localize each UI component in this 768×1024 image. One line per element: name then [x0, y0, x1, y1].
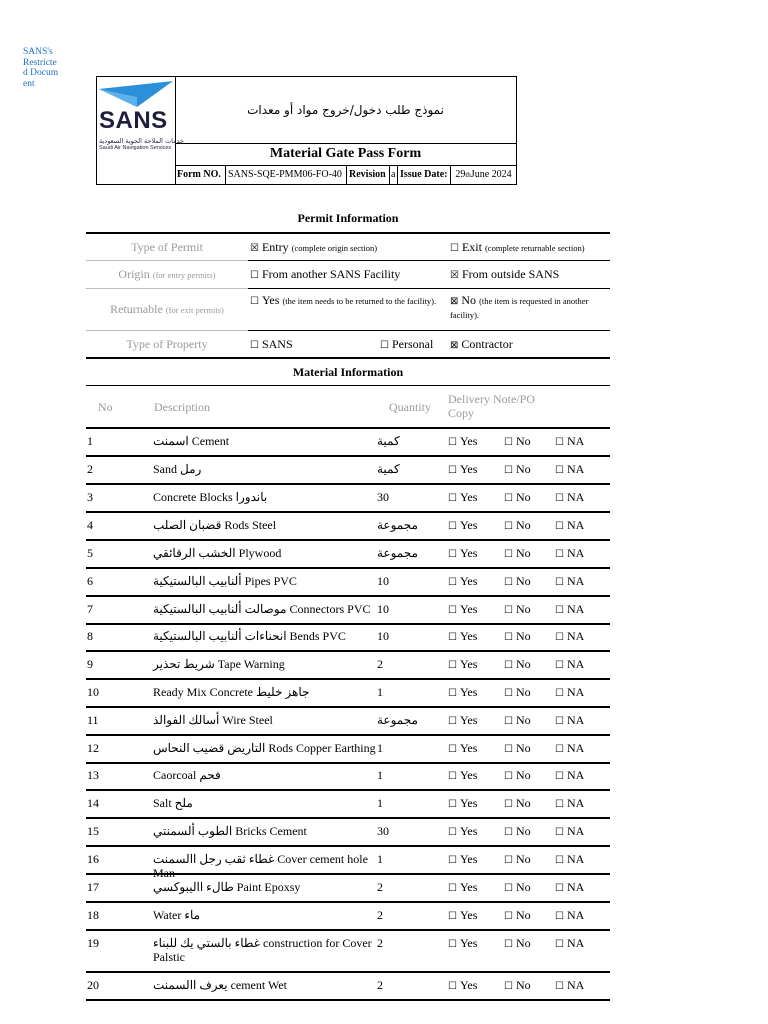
empty-box-icon[interactable]: ☐ [555, 577, 564, 588]
row-quantity: كمية [377, 434, 400, 448]
row-quantity: مجموعة [377, 546, 418, 560]
row-description: الطوب ألسمنتي Bricks Cement [153, 824, 307, 838]
empty-box-icon[interactable]: ☐ [448, 799, 457, 810]
delivery-na-option[interactable]: ☐ NA [555, 768, 585, 782]
empty-box-icon[interactable]: ☐ [555, 827, 564, 838]
form-title-arabic: نموذج طلب دخول/خروج مواد أو معدات [175, 77, 516, 144]
delivery-no-option[interactable]: ☐ No [504, 936, 531, 950]
divider [86, 901, 610, 903]
delivery-yes-option[interactable]: ☐ Yes [448, 462, 478, 476]
returnable-yes-option[interactable]: ☐ Yes (the item needs to be returned to the facility). [250, 293, 437, 307]
row-description: Ready Mix Concrete جاهز خليط [153, 685, 310, 699]
row-description: أسالك الفوالذ Wire Steel [153, 713, 273, 727]
row-description: التاريض قضيب النحاس Rods Copper Earthing [153, 741, 376, 755]
empty-box-icon[interactable]: ☐ [504, 744, 513, 755]
row-number: 16 [87, 852, 99, 866]
delivery-no-option[interactable]: ☐ No [504, 978, 531, 992]
divider [86, 623, 610, 625]
empty-box-icon[interactable]: ☐ [555, 716, 564, 727]
delivery-na-option[interactable]: ☐ NA [555, 852, 585, 866]
empty-box-icon[interactable]: ☐ [448, 939, 457, 950]
delivery-na-option[interactable]: ☐ NA [555, 574, 585, 588]
delivery-na-option[interactable]: ☐ NA [555, 462, 585, 476]
row-number: 11 [87, 713, 99, 727]
checked-box-icon[interactable]: ⊠ [450, 340, 459, 351]
revision-value: a [390, 165, 398, 184]
delivery-yes-option[interactable]: ☐ Yes [448, 657, 478, 671]
empty-box-icon[interactable]: ☐ [555, 855, 564, 866]
delivery-na-option[interactable]: ☐ NA [555, 685, 585, 699]
sans-logo [97, 77, 185, 184]
empty-box-icon[interactable]: ☐ [448, 521, 457, 532]
property-sans-option[interactable]: ☐ SANS [250, 337, 293, 351]
empty-box-icon[interactable]: ☐ [504, 549, 513, 560]
form-meta-row [175, 165, 516, 184]
logo-wordmark: SANS [99, 107, 168, 134]
row-quantity: 30 [377, 490, 389, 504]
empty-box-icon[interactable]: ☐ [448, 688, 457, 699]
delivery-yes-option[interactable]: ☐ Yes [448, 574, 478, 588]
empty-box-icon[interactable]: ☐ [555, 771, 564, 782]
empty-box-icon[interactable]: ☐ [504, 688, 513, 699]
divider [248, 288, 610, 289]
empty-box-icon[interactable]: ☐ [504, 577, 513, 588]
row-description: Salt ملح [153, 796, 193, 810]
row-number: 9 [87, 657, 93, 671]
delivery-yes-option[interactable]: ☐ Yes [448, 852, 478, 866]
origin-sans-facility-option[interactable]: ☐ From another SANS Facility [250, 267, 401, 281]
empty-box-icon[interactable]: ☐ [448, 911, 457, 922]
row-quantity: 1 [377, 796, 383, 810]
empty-box-icon[interactable]: ☐ [504, 827, 513, 838]
exit-option[interactable]: ☐ Exit (complete returnable section) [450, 240, 585, 254]
origin-label: Origin (for entry permits) [118, 267, 216, 281]
divider [86, 232, 610, 234]
empty-box-icon[interactable]: ☐ [250, 340, 259, 351]
empty-box-icon[interactable]: ☐ [504, 437, 513, 448]
form-title: Material Gate Pass Form [175, 143, 516, 166]
delivery-yes-option[interactable]: ☐ Yes [448, 546, 478, 560]
divider [86, 455, 610, 457]
empty-box-icon[interactable]: ☐ [504, 660, 513, 671]
empty-box-icon[interactable]: ☐ [555, 632, 564, 643]
empty-box-icon[interactable]: ☐ [504, 799, 513, 810]
row-description: قضبان الصلب Rods Steel [153, 518, 277, 532]
row-quantity: كمية [377, 462, 400, 476]
delivery-yes-option[interactable]: ☐ Yes [448, 908, 478, 922]
delivery-na-option[interactable]: ☐ NA [555, 713, 585, 727]
empty-box-icon[interactable]: ☐ [450, 243, 459, 254]
row-quantity: 1 [377, 685, 383, 699]
delivery-yes-option[interactable]: ☐ Yes [448, 518, 478, 532]
checked-box-icon[interactable]: ☒ [450, 270, 459, 281]
empty-box-icon[interactable]: ☐ [555, 549, 564, 560]
property-contractor-option[interactable]: ⊠ Contractor [450, 337, 513, 351]
delivery-na-option[interactable]: ☐ NA [555, 629, 585, 643]
divider [86, 511, 610, 513]
row-description: Water ماء [153, 908, 201, 922]
delivery-no-option[interactable]: ☐ No [504, 852, 531, 866]
delivery-yes-option[interactable]: ☐ Yes [448, 824, 478, 838]
divider [86, 817, 610, 819]
empty-box-icon[interactable]: ☐ [555, 911, 564, 922]
delivery-no-option[interactable]: ☐ No [504, 462, 531, 476]
type-of-permit-label: Type of Permit [131, 240, 203, 254]
empty-box-icon[interactable]: ☐ [448, 827, 457, 838]
row-description: شريط تحذير Tape Warning [153, 657, 285, 671]
empty-box-icon[interactable]: ☐ [448, 605, 457, 616]
divider [86, 873, 610, 875]
empty-box-icon[interactable]: ☐ [448, 883, 457, 894]
empty-box-icon[interactable]: ☐ [504, 465, 513, 476]
divider [86, 971, 610, 973]
delivery-no-option[interactable]: ☐ No [504, 908, 531, 922]
empty-box-icon[interactable]: ☐ [448, 437, 457, 448]
delivery-no-option[interactable]: ☐ No [504, 768, 531, 782]
divider [86, 845, 610, 847]
row-number: 18 [87, 908, 99, 922]
row-quantity: 2 [377, 880, 383, 894]
divider [86, 288, 248, 289]
empty-box-icon[interactable]: ☐ [504, 855, 513, 866]
empty-box-icon[interactable]: ☐ [380, 340, 389, 351]
empty-box-icon[interactable]: ☐ [448, 716, 457, 727]
row-description: اسمنت Cement [153, 434, 230, 448]
delivery-na-option[interactable]: ☐ NA [555, 824, 585, 838]
delivery-na-option[interactable]: ☐ NA [555, 434, 585, 448]
row-quantity: 2 [377, 908, 383, 922]
delivery-yes-option[interactable]: ☐ Yes [448, 936, 478, 950]
empty-box-icon[interactable]: ☐ [250, 296, 259, 307]
delivery-yes-option[interactable]: ☐ Yes [448, 434, 478, 448]
divider [86, 650, 610, 652]
empty-box-icon[interactable]: ☐ [555, 799, 564, 810]
row-number: 4 [87, 518, 93, 532]
delivery-yes-option[interactable]: ☐ Yes [448, 490, 478, 504]
divider [86, 539, 610, 541]
row-number: 5 [87, 546, 93, 560]
delivery-na-option[interactable]: ☐ NA [555, 518, 585, 532]
divider [86, 999, 610, 1001]
divider [86, 330, 248, 331]
delivery-yes-option[interactable]: ☐ Yes [448, 978, 478, 992]
empty-box-icon[interactable]: ☐ [448, 771, 457, 782]
delivery-no-option[interactable]: ☐ No [504, 546, 531, 560]
row-number: 3 [87, 490, 93, 504]
empty-box-icon[interactable]: ☐ [504, 493, 513, 504]
divider [86, 427, 610, 429]
empty-box-icon[interactable]: ☐ [448, 855, 457, 866]
delivery-yes-option[interactable]: ☐ Yes [448, 685, 478, 699]
logo-subtitle-english: Saudi Air Navigation Services [99, 145, 172, 151]
divider [86, 260, 248, 261]
row-number: 17 [87, 880, 99, 894]
empty-box-icon[interactable]: ☐ [504, 521, 513, 532]
revision-label: Revision [347, 165, 390, 184]
material-section-title: Material Information [292, 365, 404, 379]
restricted-document-note: SANS's Restricted Document [23, 47, 59, 89]
delivery-no-option[interactable]: ☐ No [504, 880, 531, 894]
row-quantity: مجموعة [377, 518, 418, 532]
empty-box-icon[interactable]: ☐ [448, 493, 457, 504]
divider [86, 929, 610, 931]
delivery-yes-option[interactable]: ☐ Yes [448, 796, 478, 810]
empty-box-icon[interactable]: ☐ [555, 437, 564, 448]
form-no-value: SANS-SQE-PMM06-FO-40 [226, 165, 347, 184]
empty-box-icon[interactable]: ☐ [555, 688, 564, 699]
row-description: غطاء ثقب رجل االسمنت Cover cement hole Man [153, 852, 368, 880]
empty-box-icon[interactable]: ☐ [448, 660, 457, 671]
empty-box-icon[interactable]: ☐ [448, 981, 457, 992]
delivery-na-option[interactable]: ☐ NA [555, 978, 585, 992]
returnable-label: Returnable (for exit permits) [110, 302, 224, 316]
delivery-na-option[interactable]: ☐ NA [555, 490, 585, 504]
empty-box-icon[interactable]: ☐ [504, 716, 513, 727]
divider [86, 357, 610, 359]
form-header [96, 76, 517, 185]
divider [86, 734, 610, 736]
delivery-na-option[interactable]: ☐ NA [555, 741, 585, 755]
row-number: 12 [87, 741, 99, 755]
delivery-no-option[interactable]: ☐ No [504, 796, 531, 810]
delivery-na-option[interactable]: ☐ NA [555, 908, 585, 922]
delivery-na-option[interactable]: ☐ NA [555, 602, 585, 616]
delivery-no-option[interactable]: ☐ No [504, 713, 531, 727]
row-number: 15 [87, 824, 99, 838]
empty-box-icon[interactable]: ☐ [555, 939, 564, 950]
logo-subtitle-arabic: خدمات الملاحة الجوية السعودية [99, 137, 185, 145]
row-number: 10 [87, 685, 99, 699]
property-personal-option[interactable]: ☐ Personal [380, 337, 434, 351]
empty-box-icon[interactable]: ☐ [448, 465, 457, 476]
empty-box-icon[interactable]: ☐ [555, 521, 564, 532]
empty-box-icon[interactable]: ☐ [448, 577, 457, 588]
column-header-quantity: Quantity [389, 400, 431, 414]
divider [86, 595, 610, 597]
row-number: 8 [87, 629, 93, 643]
empty-box-icon[interactable]: ☐ [504, 605, 513, 616]
divider [86, 762, 610, 764]
row-quantity: 2 [377, 978, 383, 992]
row-quantity: 2 [377, 936, 383, 950]
empty-box-icon[interactable]: ☐ [504, 939, 513, 950]
form-no-label: Form NO. [175, 165, 226, 184]
delivery-no-option[interactable]: ☐ No [504, 490, 531, 504]
divider [86, 567, 610, 569]
row-number: 20 [87, 978, 99, 992]
row-number: 13 [87, 768, 99, 782]
row-number: 1 [87, 434, 93, 448]
divider [86, 678, 610, 680]
empty-box-icon[interactable]: ☐ [555, 660, 564, 671]
checked-box-icon[interactable]: ⊠ [450, 296, 459, 307]
empty-box-icon[interactable]: ☐ [250, 270, 259, 281]
origin-outside-option[interactable]: ☒ From outside SANS [450, 267, 560, 281]
divider [86, 385, 610, 386]
row-description: الخشب الرقائقي Plywood [153, 546, 282, 560]
delivery-na-option[interactable]: ☐ NA [555, 796, 585, 810]
row-quantity: 1 [377, 768, 383, 782]
row-description: موصالت ألنابيب البالستيكية Connectors PVC [153, 602, 371, 616]
column-header-delivery-note: Delivery Note/PO Copy [448, 392, 535, 420]
entry-option[interactable]: ☒ Entry (complete origin section) [250, 240, 378, 254]
empty-box-icon[interactable]: ☐ [504, 883, 513, 894]
divider [86, 706, 610, 708]
row-description: يعرف االسمنت cement Wet [153, 978, 288, 992]
empty-box-icon[interactable]: ☐ [555, 883, 564, 894]
delivery-no-option[interactable]: ☐ No [504, 629, 531, 643]
divider [86, 789, 610, 791]
row-number: 14 [87, 796, 99, 810]
row-quantity: 1 [377, 852, 383, 866]
row-description: انحناءات ألنابيب البالستيكية Bends PVC [153, 629, 346, 643]
delivery-no-option[interactable]: ☐ No [504, 824, 531, 838]
delivery-no-option[interactable]: ☐ No [504, 685, 531, 699]
permit-section-title: Permit Information [297, 211, 399, 225]
empty-box-icon[interactable]: ☐ [504, 632, 513, 643]
empty-box-icon[interactable]: ☐ [555, 465, 564, 476]
row-description: غطاء بالستي يك للبناء construction for Cover Palstic [153, 936, 372, 964]
empty-box-icon[interactable]: ☐ [448, 632, 457, 643]
type-of-property-label: Type of Property [126, 337, 208, 351]
divider [248, 330, 610, 331]
row-quantity: 10 [377, 602, 389, 616]
column-header-description: Description [154, 400, 210, 414]
issue-date-label: Issue Date: [398, 165, 451, 184]
delivery-no-option[interactable]: ☐ No [504, 657, 531, 671]
delivery-yes-option[interactable]: ☐ Yes [448, 880, 478, 894]
column-header-no: No [98, 400, 113, 414]
row-description: ألنابيب البالستيكية Pipes PVC [153, 574, 297, 588]
row-number: 2 [87, 462, 93, 476]
row-number: 6 [87, 574, 93, 588]
row-quantity: 10 [377, 574, 389, 588]
row-quantity: 2 [377, 657, 383, 671]
delivery-yes-option[interactable]: ☐ Yes [448, 741, 478, 755]
empty-box-icon[interactable]: ☐ [555, 493, 564, 504]
empty-box-icon[interactable]: ☐ [504, 911, 513, 922]
delivery-yes-option[interactable]: ☐ Yes [448, 629, 478, 643]
delivery-no-option[interactable]: ☐ No [504, 602, 531, 616]
row-number: 7 [87, 602, 93, 616]
row-quantity: 30 [377, 824, 389, 838]
delivery-na-option[interactable]: ☐ NA [555, 546, 585, 560]
plane-wing-icon [97, 79, 175, 109]
empty-box-icon[interactable]: ☐ [504, 771, 513, 782]
delivery-yes-option[interactable]: ☐ Yes [448, 713, 478, 727]
empty-box-icon[interactable]: ☐ [555, 981, 564, 992]
divider [248, 260, 610, 261]
returnable-no-option[interactable]: ⊠ No (the item is requested in another facility). [450, 293, 589, 320]
empty-box-icon[interactable]: ☐ [448, 744, 457, 755]
delivery-no-option[interactable]: ☐ No [504, 434, 531, 448]
delivery-no-option[interactable]: ☐ No [504, 741, 531, 755]
divider [86, 483, 610, 485]
row-quantity: مجموعة [377, 713, 418, 727]
row-description: طالء االيبوكسي Paint Epoxsy [153, 880, 301, 894]
row-number: 19 [87, 936, 99, 950]
row-quantity: 10 [377, 629, 389, 643]
delivery-na-option[interactable]: ☐ NA [555, 936, 585, 950]
row-quantity: 1 [377, 741, 383, 755]
delivery-yes-option[interactable]: ☐ Yes [448, 602, 478, 616]
row-description: Caorcoal فحم [153, 768, 221, 782]
row-description: Concrete Blocks باندورا [153, 490, 268, 504]
delivery-no-option[interactable]: ☐ No [504, 518, 531, 532]
empty-box-icon[interactable]: ☐ [448, 549, 457, 560]
empty-box-icon[interactable]: ☐ [555, 605, 564, 616]
delivery-na-option[interactable]: ☐ NA [555, 657, 585, 671]
delivery-no-option[interactable]: ☐ No [504, 574, 531, 588]
row-description: Sand رمل [153, 462, 202, 476]
issue-date-value: 29 th June 2024 [455, 169, 512, 180]
delivery-na-option[interactable]: ☐ NA [555, 880, 585, 894]
empty-box-icon[interactable]: ☐ [504, 981, 513, 992]
empty-box-icon[interactable]: ☐ [555, 744, 564, 755]
checked-box-icon[interactable]: ☒ [250, 243, 259, 254]
delivery-yes-option[interactable]: ☐ Yes [448, 768, 478, 782]
